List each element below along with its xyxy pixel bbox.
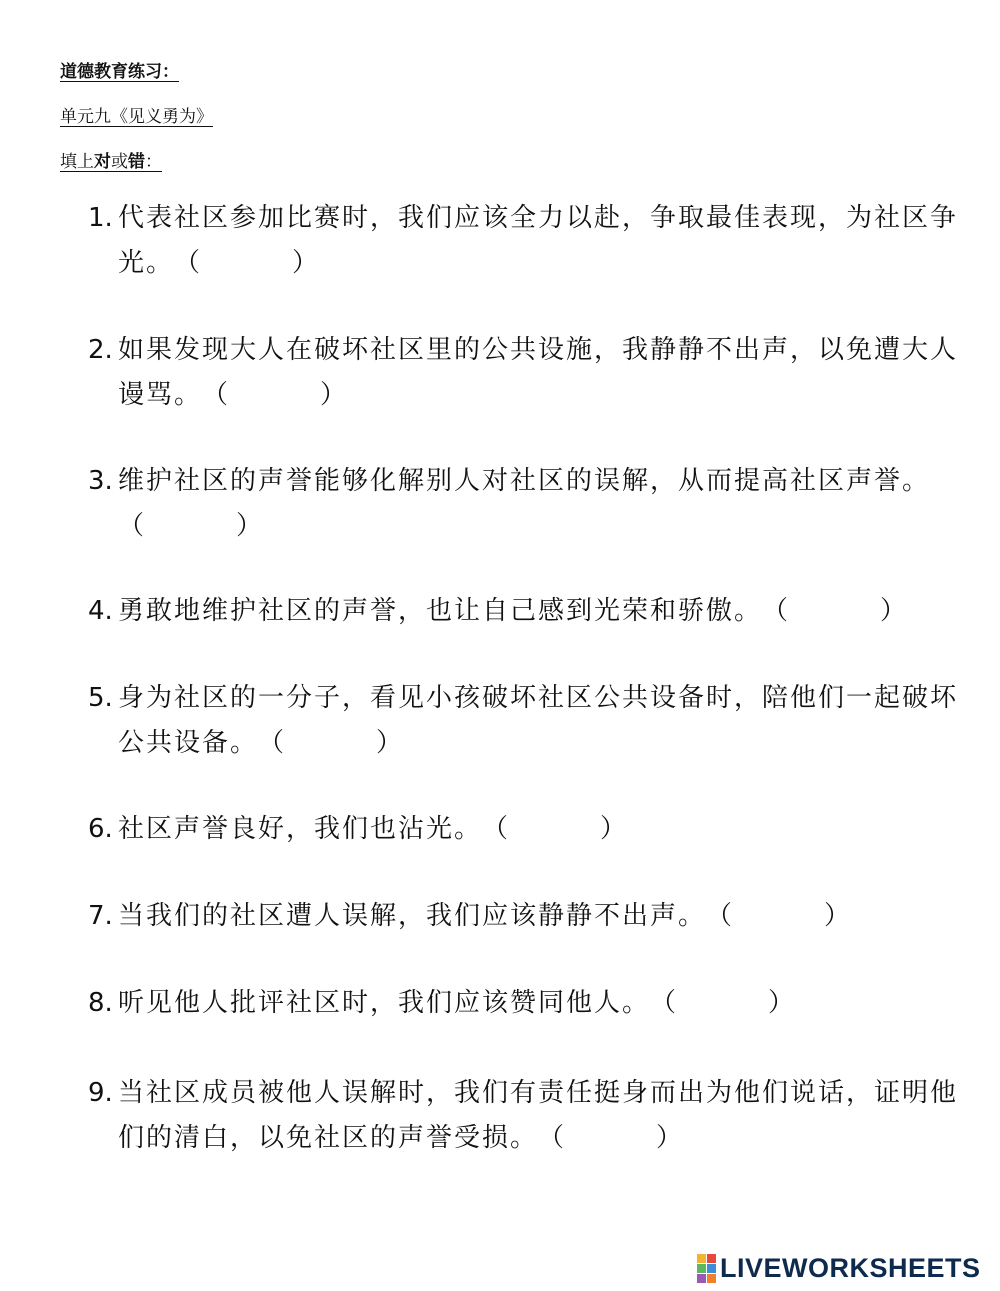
worksheet-title: 道德教育练习： xyxy=(60,62,179,82)
liveworksheets-logo xyxy=(697,1253,981,1283)
logo-text: LIVEWORKSHEETS xyxy=(720,1252,981,1283)
question-text: 身为社区的一分子，看见小孩破坏社区公共设备时，陪他们一起破坏公共设备。 xyxy=(118,683,959,758)
blank-open-paren: （ xyxy=(174,248,203,278)
unit-title: 单元九《见义勇为》 xyxy=(60,107,213,127)
question-number: 2. xyxy=(88,335,113,365)
blank-close-paren: ） xyxy=(376,728,405,758)
question-text: 代表社区参加比赛时，我们应该全力以赴，争取最佳表现，为社区争光。 xyxy=(118,203,959,278)
question-number: 5. xyxy=(88,683,113,713)
blank-close-paren: ） xyxy=(880,596,909,626)
question-text: 勇敢地维护社区的声誉，也让自己感到光荣和骄傲。 xyxy=(118,596,763,626)
question-4 xyxy=(88,589,968,634)
liveworksheets-logo-icon xyxy=(697,1254,716,1283)
question-6 xyxy=(88,807,968,852)
blank-close-paren: ） xyxy=(292,248,321,278)
instruction-suffix: ： xyxy=(145,152,162,172)
blank-close-paren: ） xyxy=(824,901,853,931)
question-number: 6. xyxy=(88,814,113,844)
answer-blank[interactable] xyxy=(650,981,796,1026)
blank-open-paren: （ xyxy=(650,988,679,1018)
blank-open-paren: （ xyxy=(258,728,287,758)
question-number: 7. xyxy=(88,901,113,931)
blank-open-paren: （ xyxy=(118,511,147,541)
question-number: 4. xyxy=(88,596,113,626)
instruction-or: 或 xyxy=(111,152,128,172)
question-text: 当社区成员被他人误解时，我们有责任挺身而出为他们说话，证明他们的清白，以免社区的声誉受损。 xyxy=(118,1078,959,1153)
answer-blank[interactable] xyxy=(118,504,264,549)
question-number: 8. xyxy=(88,988,113,1018)
answer-blank[interactable] xyxy=(174,241,320,286)
question-text: 维护社区的声誉能够化解别人对社区的误解，从而提高社区声誉。 xyxy=(118,466,931,496)
question-1 xyxy=(88,196,968,286)
blank-close-paren: ） xyxy=(768,988,797,1018)
blank-close-paren: ） xyxy=(320,380,349,410)
question-number: 9. xyxy=(88,1078,113,1108)
answer-blank[interactable] xyxy=(202,373,348,418)
question-number: 1. xyxy=(88,203,113,233)
blank-open-paren: （ xyxy=(762,596,791,626)
blank-close-paren: ） xyxy=(600,814,629,844)
blank-close-paren: ） xyxy=(656,1123,685,1153)
blank-open-paren: （ xyxy=(706,901,735,931)
question-text: 如果发现大人在破坏社区里的公共设施，我静静不出声，以免遭大人谩骂。 xyxy=(118,335,959,410)
instruction xyxy=(60,151,162,173)
answer-blank[interactable] xyxy=(762,589,908,634)
instruction-prefix: 填上 xyxy=(60,152,94,172)
instruction-wrong: 错 xyxy=(128,152,145,172)
answer-blank[interactable] xyxy=(258,721,404,766)
answer-blank[interactable] xyxy=(706,894,852,939)
blank-open-paren: （ xyxy=(538,1123,567,1153)
question-text: 当我们的社区遭人误解，我们应该静静不出声。 xyxy=(118,901,707,931)
blank-open-paren: （ xyxy=(482,814,511,844)
blank-close-paren: ） xyxy=(236,511,265,541)
question-text: 听见他人批评社区时，我们应该赞同他人。 xyxy=(118,988,651,1018)
question-7 xyxy=(88,894,968,939)
question-2 xyxy=(88,328,968,418)
instruction-right: 对 xyxy=(94,152,111,172)
blank-open-paren: （ xyxy=(202,380,231,410)
question-9 xyxy=(88,1071,968,1161)
question-text: 社区声誉良好，我们也沾光。 xyxy=(118,814,483,844)
question-5 xyxy=(88,676,968,766)
question-3 xyxy=(88,459,968,549)
answer-blank[interactable] xyxy=(482,807,628,852)
question-number: 3. xyxy=(88,466,113,496)
question-8 xyxy=(88,981,968,1026)
answer-blank[interactable] xyxy=(538,1116,684,1161)
